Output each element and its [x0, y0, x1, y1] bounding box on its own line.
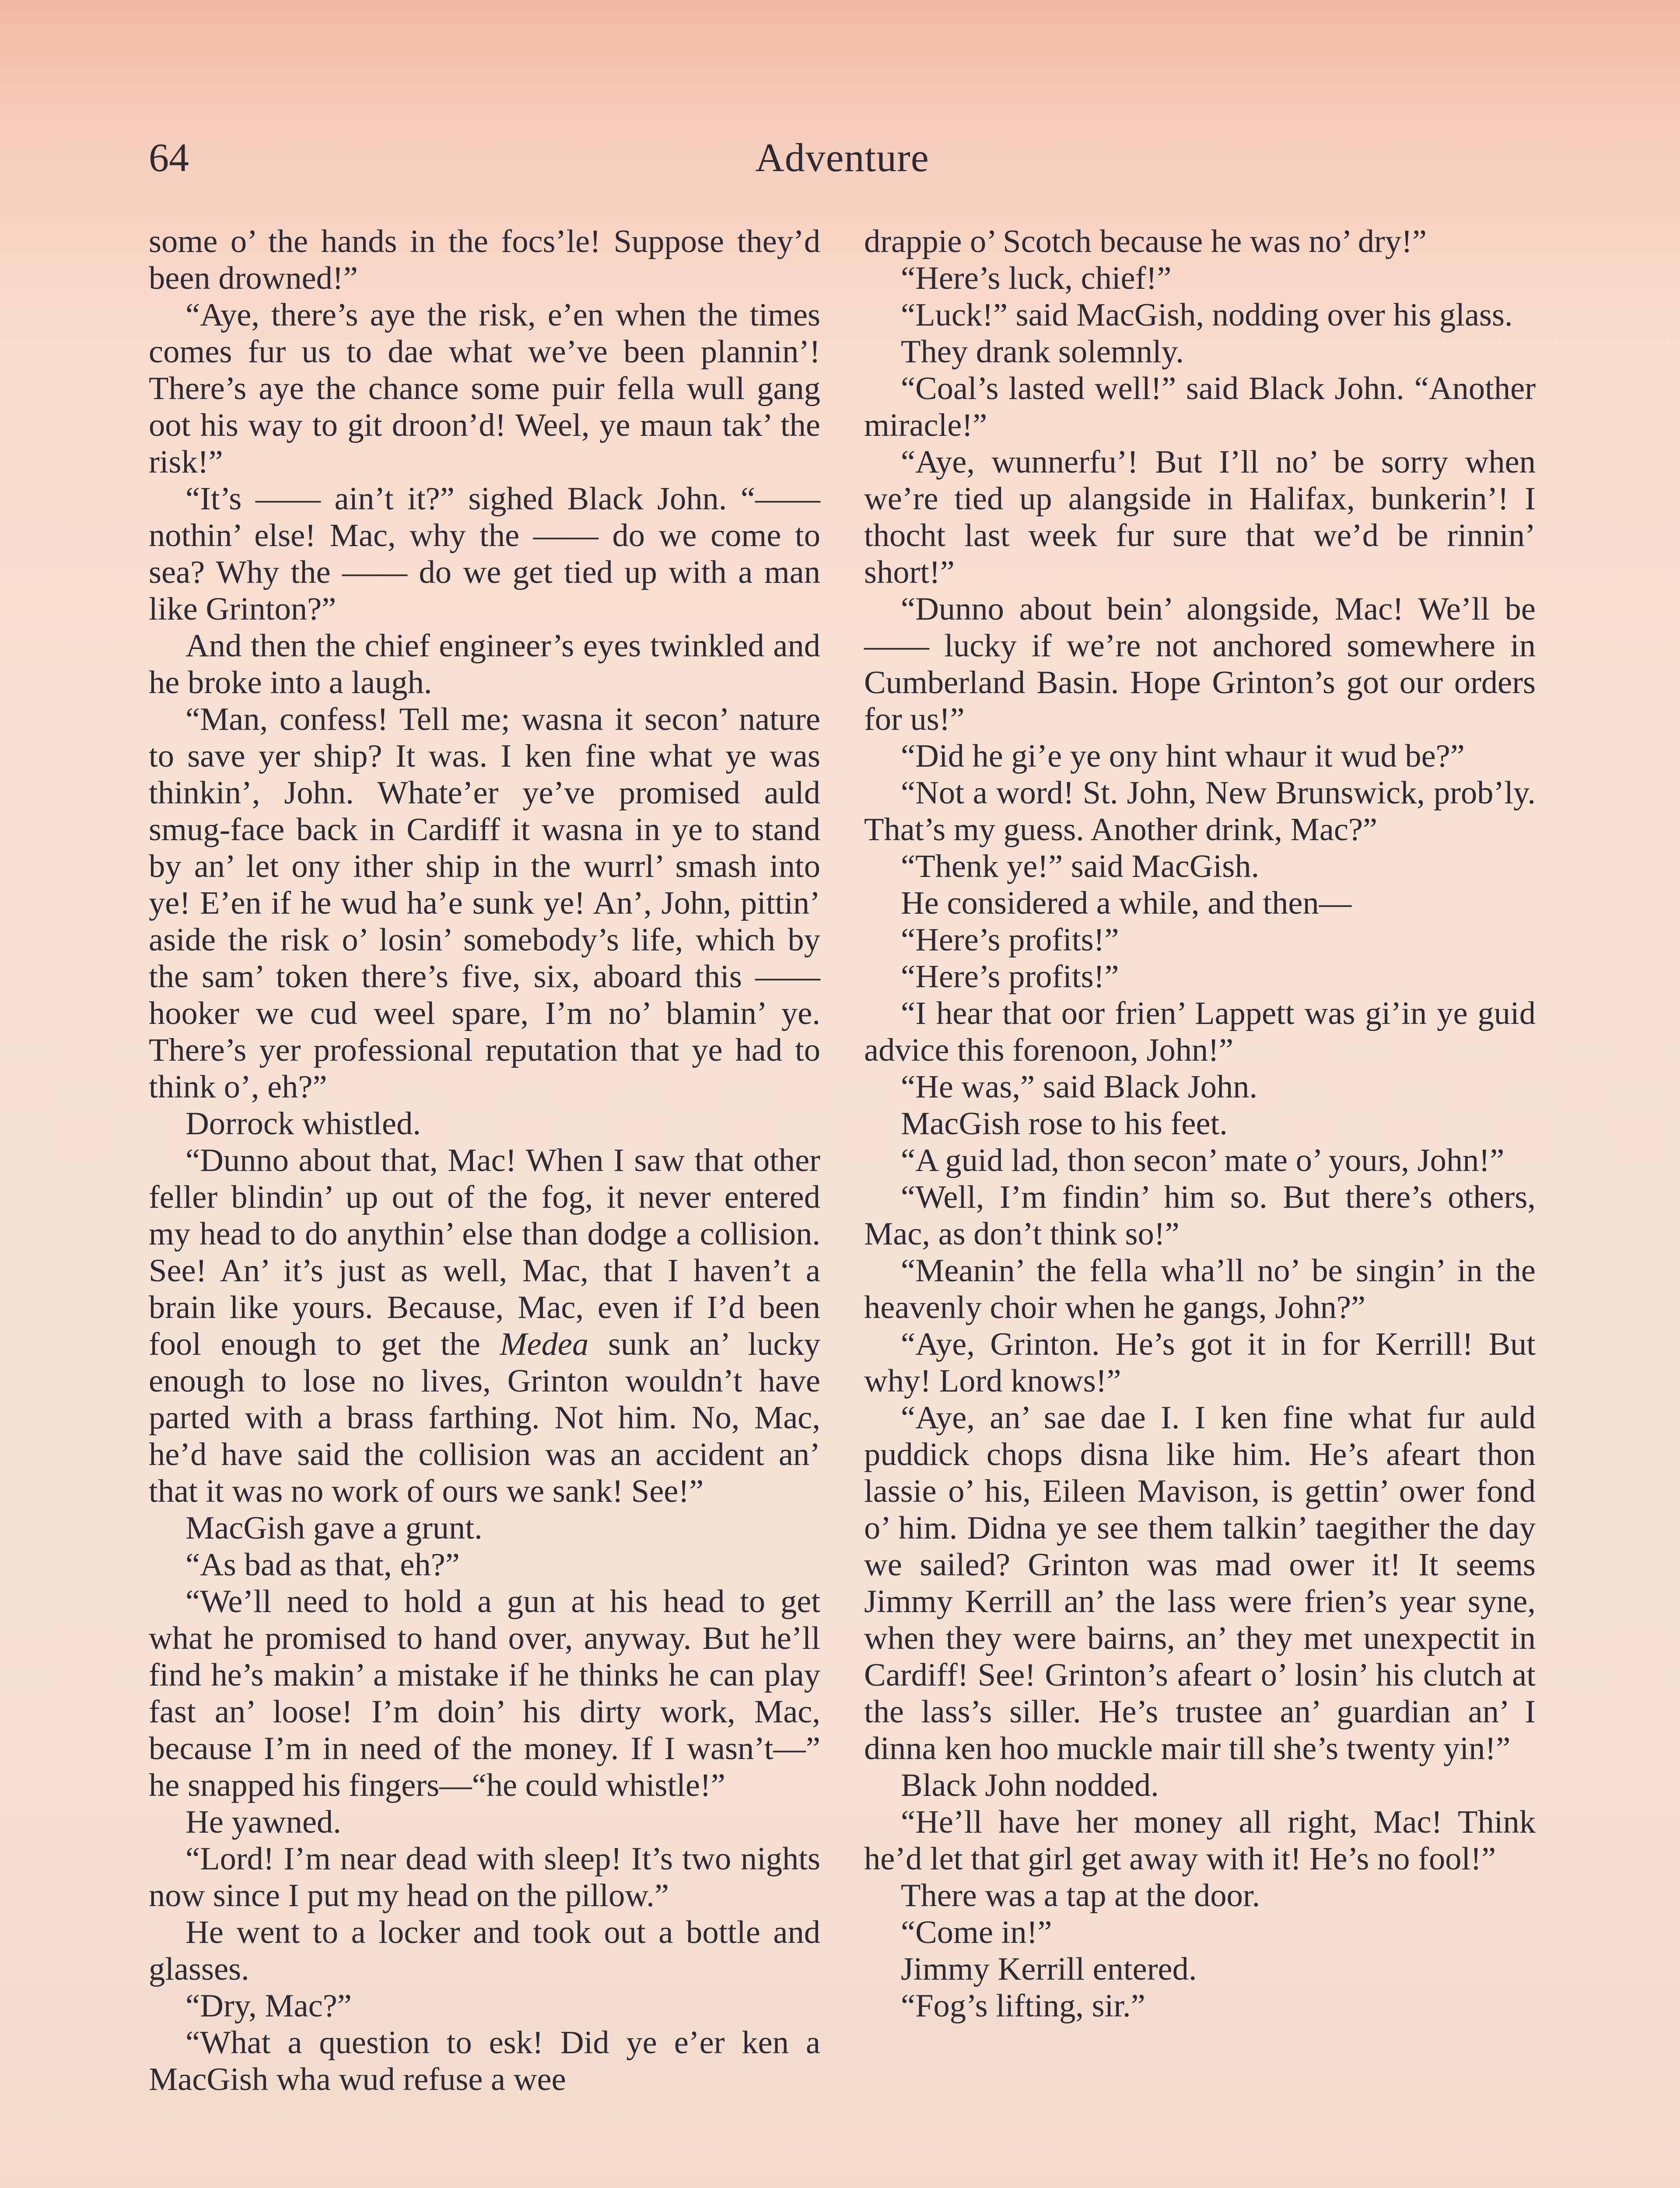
paragraph: “Aye, Grinton. He’s got it in for Kerrill! But why! Lord knows!”	[864, 1326, 1536, 1399]
paragraph: “Coal’s lasted well!” said Black John. “Another miracle!”	[864, 371, 1536, 443]
paragraph: some o’ the hands in the focs’le! Suppose they’d been drowned!”	[149, 224, 820, 296]
ship-name: Medea	[500, 1326, 589, 1362]
page-number: 64	[149, 135, 189, 180]
paragraph: “Aye, wunnerfu’! But I’ll no’ be sorry when we’re tied up alangside in Halifax, bunkerin’! I thocht last week fur sure that we’d be rinnin’ short!”	[864, 444, 1536, 590]
paragraph: “It’s —— ain’t it?” sighed Black John. “—— nothin’ else! Mac, why the —— do we come to sea? Why the —— do we get tied up with a man like Grinton?”	[149, 481, 820, 627]
paragraph: There was a tap at the door.	[901, 1878, 1260, 1914]
paragraph: He considered a while, and then—	[901, 885, 1352, 921]
paragraph: “Dunno about that, Mac! When I saw that other feller blindin’ up out of the fog, it never entered my head to do anythin’ else than dodge a collision. See! An’ it’s just as well, Mac, that I haven’t a brain like yours. Because, Mac, even if I’d been fool enough to get the Medea sunk an’ lucky enough to lose no lives, Grinton wouldn’t have parted with a brass farthing. Not him. No, Mac, he’d have said the collision was an accident an’ that it was no work of ours we sank! See!”	[149, 1143, 820, 1509]
paragraph: drappie o’ Scotch because he was no’ dry!”	[864, 224, 1427, 259]
paragraph: Dorrock whistled.	[186, 1106, 421, 1142]
paragraph: “Dry, Mac?”	[186, 1988, 352, 2024]
paragraph: “Aye, there’s aye the risk, e’en when the times comes fur us to dae what we’ve been plannin’! There’s aye the chance some puir fella wull gang oot his way to git droon’d! Weel, ye maun tak’ the risk!”	[149, 297, 820, 480]
paragraph: “What a question to esk! Did ye e’er ken a MacGish wha wud refuse a wee	[149, 2025, 820, 2097]
paragraph: “Fog’s lifting, sir.”	[901, 1988, 1145, 2024]
paragraph: “Here’s profits!”	[901, 959, 1119, 995]
paragraph: “A guid lad, thon secon’ mate o’ yours, John!”	[901, 1143, 1505, 1178]
paragraph: “As bad as that, eh?”	[186, 1547, 460, 1583]
right-column	[864, 223, 1536, 2024]
paragraph: “Well, I’m findin’ him so. But there’s others, Mac, as don’t think so!”	[864, 1179, 1536, 1252]
paragraph: MacGish gave a grunt.	[186, 1510, 483, 1546]
paragraph: “Aye, an’ sae dae I. I ken fine what fur auld puddick chops disna like him. He’s afeart thon lassie o’ his, Eileen Mavison, is gettin’ ower fond o’ him. Didna ye see them talkin’ taegither the day we sailed? Grinton was mad ower it! It seems Jimmy Kerrill an’ the lass were frien’s year syne, when they were bairns, an’ they met unexpectit in Cardiff! See! Grinton’s afeart o’ losin’ his clutch at the lass’s siller. He’s trustee an’ guardian an’ I dinna ken hoo muckle mair till she’s twenty yin!”	[864, 1400, 1536, 1767]
paragraph: “Come in!”	[901, 1914, 1052, 1950]
paragraph: “Luck!” said MacGish, nodding over his glass.	[901, 297, 1513, 333]
paragraph: Black John nodded.	[901, 1767, 1159, 1803]
paragraph: “Dunno about bein’ alongside, Mac! We’ll be —— lucky if we’re not anchored somewhere in Cumberland Basin. Hope Grinton’s got our orders for us!”	[864, 591, 1536, 737]
paragraph: They drank solemnly.	[901, 334, 1184, 370]
paragraph: “Thenk ye!” said MacGish.	[901, 849, 1260, 884]
paragraph: “I hear that oor frien’ Lappett was gi’in ye guid advice this forenoon, John!”	[864, 996, 1536, 1068]
paragraph: And then the chief engineer’s eyes twinkled and he broke into a laugh.	[149, 628, 820, 701]
paragraph: “Here’s profits!”	[901, 922, 1119, 958]
paragraph: “Did he gi’e ye ony hint whaur it wud be?”	[901, 738, 1465, 774]
running-title: Adventure	[755, 135, 929, 180]
paragraph: Jimmy Kerrill entered.	[901, 1951, 1197, 1987]
paragraph: “Here’s luck, chief!”	[901, 260, 1172, 296]
paragraph: He went to a locker and took out a bottle and glasses.	[149, 1914, 820, 1987]
paragraph: “He’ll have her money all right, Mac! Think he’d let that girl get away with it! He’s no fool!”	[864, 1804, 1536, 1877]
page-header	[149, 127, 1536, 188]
paragraph: “Meanin’ the fella wha’ll no’ be singin’ in the heavenly choir when he gangs, John?”	[864, 1253, 1536, 1325]
paragraph: “Not a word! St. John, New Brunswick, prob’ly. That’s my guess. Another drink, Mac?”	[864, 775, 1536, 848]
paragraph: “He was,” said Black John.	[901, 1069, 1258, 1105]
paragraph: “Man, confess! Tell me; wasna it secon’ nature to save yer ship? It was. I ken fine what ye was thinkin’, John. Whate’er ye’ve promised auld smug-face back in Cardiff it wasna in ye to stand by an’ let ony ither ship in the wurrl’ smash into ye! E’en if he wud ha’e sunk ye! An’, John, pittin’ aside the risk o’ losin’ somebody’s life, which by the sam’ token there’s five, six, aboard this —— hooker we cud weel spare, I’m no’ blamin’ ye. There’s yer professional reputation that ye had to think o’, eh?”	[149, 701, 820, 1105]
left-column	[149, 223, 820, 2098]
paragraph: “Lord! I’m near dead with sleep! It’s two nights now since I put my head on the pillow.”	[149, 1841, 820, 1914]
paragraph: He yawned.	[186, 1804, 341, 1840]
paragraph: MacGish rose to his feet.	[901, 1106, 1228, 1142]
paragraph: “We’ll need to hold a gun at his head to get what he promised to hand over, anyway. But he’ll find he’s makin’ a mistake if he thinks he can play fast an’ loose! I’m doin’ his dirty work, Mac, because I’m in need of the money. If I wasn’t—” he snapped his fingers—“he could whistle!”	[149, 1584, 820, 1803]
